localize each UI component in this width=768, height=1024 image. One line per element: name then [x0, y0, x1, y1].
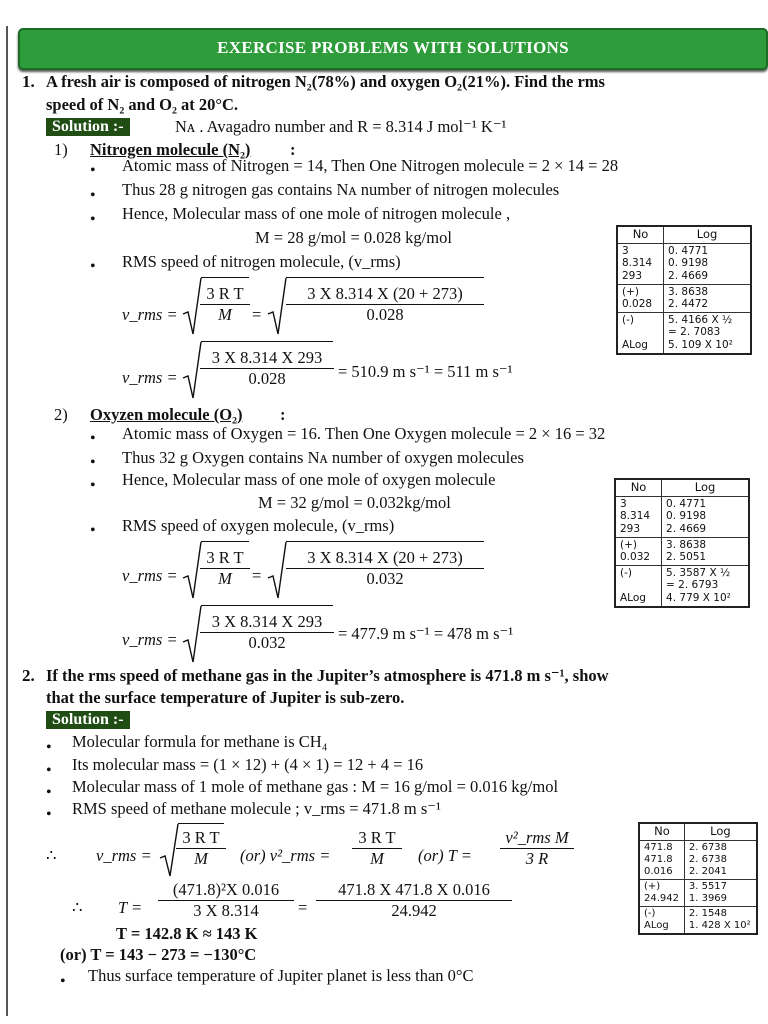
result-text: = 477.9 m s⁻¹ = 478 m s⁻¹ — [338, 624, 514, 643]
table-cell: (+) 0.028 — [617, 284, 664, 312]
fraction — [176, 828, 226, 869]
or-text: (or) T = — [418, 846, 472, 865]
bullet-text: Molecular mass of 1 mole of methane gas : M = 16 g/mol = 0.016 kg/mol — [72, 777, 559, 796]
table-cell: (-) ALog — [639, 906, 684, 934]
fraction — [200, 348, 334, 389]
equals-sign: = — [298, 898, 308, 917]
fraction-denominator: 3 X 8.314 — [193, 901, 259, 920]
equals-sign: = — [252, 305, 262, 324]
question-number: 1. — [22, 72, 35, 91]
table-cell: 5. 3587 X ½ = 2. 6793 4. 779 X 10² — [662, 565, 749, 606]
fraction-denominator: M — [370, 849, 384, 868]
part-title: Nitrogen molecule (N₂) — [90, 140, 251, 159]
part-colon: : — [290, 140, 296, 159]
table-row — [617, 312, 751, 353]
fraction — [352, 828, 402, 869]
fraction-numerator: v²_rms M — [500, 828, 574, 849]
sqrt-bar — [286, 541, 484, 542]
table-cell: 0. 4771 0. 9198 2. 4669 — [664, 243, 751, 284]
bullet-icon: • — [90, 187, 96, 204]
table-row — [615, 537, 749, 565]
sqrt-bar — [201, 341, 333, 342]
sqrt-bar — [286, 277, 484, 278]
fraction-numerator: 3 X 8.314 X 293 — [200, 612, 334, 633]
table-row — [617, 243, 751, 284]
bullet-text: Thus surface temperature of Jupiter planet is less than 0°C — [88, 966, 474, 985]
bullet-text: Molecular formula for methane is CH₄ — [72, 732, 328, 751]
bullet-text: Hence, Molecular mass of one mole of nitrogen molecule , — [122, 204, 511, 223]
table-row — [617, 284, 751, 312]
part-number: 2) — [54, 405, 68, 424]
table-cell: 3 8.314 293 — [617, 243, 664, 284]
log-table — [614, 478, 750, 608]
solution-label: Solution :- — [46, 118, 130, 136]
table-cell: 5. 4166 X ½ = 2. 7083 5. 109 X 10² — [664, 312, 751, 353]
table-header-row — [617, 226, 751, 243]
bullet-text: Atomic mass of Oxygen = 16. Then One Oxygen molecule = 2 × 16 = 32 — [122, 424, 606, 443]
fraction-numerator: 3 X 8.314 X (20 + 273) — [286, 284, 484, 305]
molar-mass-line: M = 32 g/mol = 0.032kg/mol — [258, 493, 451, 512]
fraction-denominator: 0.032 — [248, 633, 286, 652]
sqrt-sign — [268, 276, 288, 336]
table-row — [615, 565, 749, 606]
question-text-line1: If the rms speed of methane gas in the Jupiter’s atmosphere is 471.8 m s⁻¹, show — [46, 666, 609, 685]
bullet-icon: • — [46, 806, 52, 823]
fraction-numerator: (471.8)²X 0.016 — [158, 880, 294, 901]
bullet-text: Thus 32 g Oxygen contains Nᴀ number of oxygen molecules — [122, 448, 524, 467]
solution-label: Solution :- — [46, 711, 130, 729]
table-cell: (-) ALog — [615, 565, 662, 606]
part-title: Oxyzen molecule (O₂) — [90, 405, 243, 424]
bullet-text: RMS speed of methane molecule ; v_rms = 471.8 m s⁻¹ — [72, 799, 441, 818]
fraction-numerator: 3 R T — [352, 828, 402, 849]
fraction-denominator: 0.028 — [248, 369, 286, 388]
fraction-numerator: 3 R T — [176, 828, 226, 849]
fraction-numerator: 3 R T — [200, 284, 250, 305]
table-cell: 3. 5517 1. 3969 — [684, 879, 757, 906]
equals-sign: = — [252, 566, 262, 585]
fraction-numerator: 3 R T — [200, 548, 250, 569]
fraction-numerator: 3 X 8.314 X 293 — [200, 348, 334, 369]
final-result: (or) T = 143 − 273 = −130°C — [60, 945, 257, 964]
fraction-denominator: M — [194, 849, 208, 868]
sqrt-bar — [178, 823, 224, 824]
fraction-denominator: 24.942 — [391, 901, 437, 920]
fraction — [158, 880, 294, 921]
col-log: Log — [662, 479, 749, 496]
table-cell: 2. 6738 2. 6738 2. 2041 — [684, 840, 757, 879]
bullet-icon: • — [90, 454, 96, 471]
fraction — [500, 828, 574, 869]
bullet-text: RMS speed of oxygen molecule, (v_rms) — [122, 516, 395, 535]
fraction-denominator: M — [218, 305, 232, 324]
bullet-text: Atomic mass of Nitrogen = 14, Then One Nitrogen molecule = 2 × 14 = 28 — [122, 156, 619, 175]
t-result: T = 142.8 K ≈ 143 K — [116, 924, 258, 943]
therefore-icon: ∴ — [46, 846, 57, 865]
bullet-icon: • — [46, 762, 52, 779]
bullet-text: Its molecular mass = (1 × 12) + (4 × 1) = 12 + 4 = 16 — [72, 755, 424, 774]
sqrt-bar — [201, 277, 249, 278]
vrms-symbol: v_rms = — [122, 305, 178, 324]
table-row — [615, 496, 749, 537]
vrms-symbol: v_rms = — [96, 846, 152, 865]
question-text-line2: speed of N₂ and O₂ at 20°C. — [46, 95, 239, 114]
col-log: Log — [664, 226, 751, 243]
col-log: Log — [684, 823, 757, 840]
table-cell: 3. 8638 2. 5051 — [662, 537, 749, 565]
molar-mass-line: M = 28 g/mol = 0.028 kg/mol — [255, 228, 452, 247]
fraction — [200, 612, 334, 653]
result-text: = 510.9 m s⁻¹ = 511 m s⁻¹ — [338, 362, 513, 381]
bullet-icon: • — [90, 258, 96, 275]
fraction-denominator: 0.028 — [366, 305, 404, 324]
fraction — [200, 284, 250, 325]
table-cell: (+) 24.942 — [639, 879, 684, 906]
fraction — [316, 880, 512, 921]
col-no: No — [617, 226, 664, 243]
bullet-icon: • — [90, 430, 96, 447]
section-header — [18, 28, 768, 70]
bullet-icon: • — [90, 477, 96, 494]
part-colon: : — [280, 405, 286, 424]
col-no: No — [615, 479, 662, 496]
t-symbol: T = — [118, 898, 143, 917]
or-text: (or) v²_rms = — [240, 846, 331, 865]
fraction-numerator: 3 X 8.314 X (20 + 273) — [286, 548, 484, 569]
fraction — [286, 284, 484, 325]
bullet-icon: • — [90, 211, 96, 228]
fraction-denominator: 0.032 — [366, 569, 404, 588]
fraction — [286, 548, 484, 589]
vrms-symbol: v_rms = — [122, 630, 178, 649]
question-text-line1: A fresh air is composed of nitrogen N₂(78%) and oxygen O₂(21%). Find the rms — [46, 72, 605, 91]
table-cell: 471.8 471.8 0.016 — [639, 840, 684, 879]
given-constants: Nᴀ . Avagadro number and R = 8.314 J mol⁻¹ K⁻¹ — [175, 117, 507, 136]
table-cell: 3. 8638 2. 4472 — [664, 284, 751, 312]
table-row — [639, 879, 757, 906]
bullet-text: Hence, Molecular mass of one mole of oxygen molecule — [122, 470, 496, 489]
table-row — [639, 840, 757, 879]
table-header-row — [639, 823, 757, 840]
bullet-icon: • — [90, 162, 96, 179]
vrms-symbol: v_rms = — [122, 368, 178, 387]
sqrt-bar — [201, 541, 249, 542]
bullet-icon: • — [46, 739, 52, 756]
vrms-symbol: v_rms = — [122, 566, 178, 585]
table-cell: (-) ALog — [617, 312, 664, 353]
table-cell: 3 8.314 293 — [615, 496, 662, 537]
therefore-icon: ∴ — [72, 898, 83, 917]
bullet-text: RMS speed of nitrogen molecule, (v_rms) — [122, 252, 401, 271]
fraction-numerator: 471.8 X 471.8 X 0.016 — [316, 880, 512, 901]
fraction — [200, 548, 250, 589]
col-no: No — [639, 823, 684, 840]
sqrt-sign — [268, 540, 288, 600]
bullet-icon: • — [46, 784, 52, 801]
table-cell: 2. 1548 1. 428 X 10² — [684, 906, 757, 934]
question-text-line2: that the surface temperature of Jupiter is sub-zero. — [46, 688, 405, 707]
sqrt-bar — [201, 605, 333, 606]
bullet-icon: • — [90, 522, 96, 539]
table-cell: (+) 0.032 — [615, 537, 662, 565]
log-table — [616, 225, 752, 355]
log-table — [638, 822, 758, 935]
bullet-icon: • — [60, 973, 66, 990]
table-header-row — [615, 479, 749, 496]
fraction-denominator: 3 R — [525, 849, 549, 868]
fraction-denominator: M — [218, 569, 232, 588]
table-row — [639, 906, 757, 934]
table-cell: 0. 4771 0. 9198 2. 4669 — [662, 496, 749, 537]
question-number: 2. — [22, 666, 35, 685]
section-title: EXERCISE PROBLEMS WITH SOLUTIONS — [217, 38, 569, 57]
bullet-text: Thus 28 g nitrogen gas contains Nᴀ number of nitrogen molecules — [122, 180, 560, 199]
part-number: 1) — [54, 140, 68, 159]
